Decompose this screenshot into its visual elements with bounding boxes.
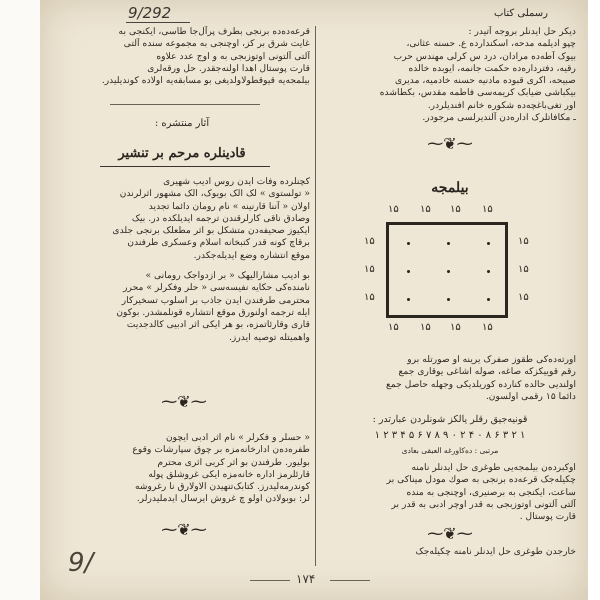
text-line: بیوک آطه‌ده مرادان، درد س کرلی مهندس حرب bbox=[393, 50, 576, 62]
text-line: ایکیوز صحیفه‌دن متشکل بو اثر مطعلک برنجی جلدی bbox=[112, 225, 310, 237]
previous-answer-note: مرتبی : ده‌کاورغه العبقی بعادی bbox=[401, 446, 499, 455]
ornament-divider-left-1: ⁓❦⁓ bbox=[161, 392, 207, 411]
grid-sum-right: ۱۵ bbox=[518, 292, 529, 303]
footer-rule-left bbox=[250, 580, 290, 581]
text-line: « تولستوی » لک الک بویوک، الک مشهور اثرلرندن bbox=[119, 188, 310, 200]
grid-sum-bottom: ۱۵ bbox=[482, 322, 493, 333]
article-title-rule bbox=[100, 166, 270, 167]
text-line: قارئلرمز اداره خانه‌مزه ایکی غروشلق پوله bbox=[148, 468, 310, 480]
text-line: بیلمجه‌یه‌ قیوقطولاولدیغی بو مسابقه‌یه‌‌ اولاده کوندیلیدر. bbox=[101, 75, 310, 87]
running-title: رسملی کتاب bbox=[493, 8, 548, 19]
ornament-divider-left-2: ⁓❦⁓ bbox=[161, 520, 207, 539]
text-line: غایت شرق بر کز، اوچنجی به مجموعه سنده آلتی bbox=[123, 38, 310, 50]
text-line: آلتی آلتونی اوتوزبجی به قدر اوچر ادبی به قدر بر bbox=[391, 498, 576, 510]
grid-sum-top: ۱۵ bbox=[420, 204, 431, 215]
text-line: واهمیتله توصیه ایدرز. bbox=[228, 331, 310, 343]
text-line: ساعت، ایکنجی به برصنیری، اوچنجی به منده bbox=[406, 486, 576, 498]
grid-cell-dot bbox=[407, 298, 410, 301]
text-line: « حسلر و فکرلر » نام اثر ادبی ایچون bbox=[165, 432, 310, 443]
text-line: بو ادیب مشارالیهک « بر ازدواجک رومانی » bbox=[145, 270, 310, 282]
text-line: قارت پوستال اهدا اولنه‌جقدر. حل ورقه‌لری bbox=[147, 62, 310, 74]
puzzle-instructions bbox=[324, 354, 576, 403]
text-line: دائما ۱۵ رقمی اولسون. bbox=[485, 390, 576, 402]
text-line: صبیحه، اکری قبوده مادنیه حسنه خادمیه، مدیری bbox=[394, 75, 576, 87]
article-body bbox=[54, 176, 310, 344]
magazine-page bbox=[40, 0, 588, 600]
grid-sum-left: ۱۵ bbox=[364, 236, 375, 247]
text-line: رقم قوییکزکه صاغه، صوله اشاغی یوقاری جمع bbox=[398, 366, 576, 378]
text-line: اولندیی حالده کنارده کوریلدیکی وجهله حاصل جمع bbox=[385, 378, 576, 390]
grid-sum-top: ۱۵ bbox=[482, 204, 493, 215]
section-divider-line bbox=[110, 104, 260, 105]
left-top-paragraph bbox=[54, 26, 310, 88]
text-line: چپو ادیلمه مدحه، اسکندارده ع. حسنه عثانی، bbox=[406, 38, 576, 50]
text-line: کوندرمه‌لیدرز. کتابک‌تنهیدن الاولارق نا رغروشه bbox=[134, 481, 310, 493]
grid-sum-right: ۱۵ bbox=[518, 236, 529, 247]
section-heading: آثار منتشره : bbox=[154, 118, 210, 129]
grid-sum-bottom: ۱۵ bbox=[388, 322, 399, 333]
article-title: قادینلره مرحم بر تنشیر bbox=[118, 146, 246, 161]
text-line: بولیور. طرفندن بو اثر کربی اثری محترم bbox=[157, 456, 310, 468]
grid-cell-dot bbox=[407, 242, 410, 245]
grid-sum-right: ۱۵ bbox=[518, 264, 529, 275]
ornament-divider-right-2: ⁓❦⁓ bbox=[427, 524, 473, 543]
text-line: موقع انتشاره وضع ایدیله‌جکدر. bbox=[193, 249, 310, 261]
book-notice bbox=[54, 432, 310, 506]
text-line: اوکبرده‌ن بیلمجه‌یی طوغری حل ایدنلر نامنه bbox=[411, 462, 576, 473]
text-line: کچنلرده وفات ایدن روس ادیب شهیری bbox=[163, 176, 310, 187]
text-line: دیکر حل ایدنلر بروجه آتیدر : bbox=[468, 26, 576, 37]
left-column bbox=[54, 26, 310, 88]
grid-sum-left: ۱۵ bbox=[364, 264, 375, 275]
grid-sum-left: ۱۵ bbox=[364, 292, 375, 303]
right-top-paragraph bbox=[324, 26, 576, 124]
catalog-number-underline bbox=[126, 22, 190, 23]
text-line: چکیله‌جک قرعه‌ده برنجی به صوك مودل میناکی بر bbox=[386, 474, 576, 486]
puzzle-figure bbox=[310, 200, 586, 340]
text-line: اور تغی‌باغچه‌ده شکوره خانم افندیلردر. bbox=[427, 99, 576, 111]
final-line: خارجدن طوغری حل ایدنلر نامنه چکیله‌جک bbox=[415, 546, 576, 557]
handwritten-margin-mark: 9/ bbox=[68, 548, 94, 578]
text-line bbox=[54, 262, 310, 270]
handwritten-catalog-number: 9/292 bbox=[128, 4, 172, 22]
text-line: قاری وقارئاتمزه، بو هر ایکی اثر ادبیی کالدجدیت bbox=[126, 319, 310, 331]
text-line: برقاچ کونه قدر کتبخانه اسلام وعسکری طرفندن bbox=[127, 237, 310, 249]
grid-sum-top: ۱۵ bbox=[388, 204, 399, 215]
previous-answer-digits: ۱ ۲ ۳ ۴ ۵ ۶ ۷ ۸ ۹ ۰ ۲ ۴ ۰ ۸ ۶ ۳ ۲ ۱ bbox=[374, 430, 526, 441]
text-line: لر: بوبولادن اولو چ غروش ایرسال ایدملیدرلر. bbox=[136, 493, 310, 505]
text-line: وصادق ناقی کارلرقندن ترجمه ایدیلکده در. بیک bbox=[131, 212, 310, 224]
prize-rules bbox=[324, 462, 576, 523]
grid-cell-dot bbox=[447, 242, 450, 245]
grid-sum-top: ۱۵ bbox=[450, 204, 461, 215]
grid-cell-dot bbox=[407, 270, 410, 273]
grid-cell-dot bbox=[487, 270, 490, 273]
text-line: ـ مکافاتلرک اداره‌دن آلندیرلسی مرجودر. bbox=[422, 112, 576, 124]
previous-answer-label: قونیه‌جیق رقلر یالکز شونلردن عبارتدر : bbox=[372, 414, 528, 425]
puzzle-heading: بیلمجه bbox=[431, 180, 469, 196]
grid-sum-bottom: ۱۵ bbox=[420, 322, 431, 333]
page-number: ۱۷۴ bbox=[296, 572, 316, 586]
text-line: محترمی طرفندن ایدن جاذب بر اسلوب تسخیرکار bbox=[121, 294, 310, 306]
grid-cell-dot bbox=[447, 270, 450, 273]
text-line: اولان « آننا قارنینه » نام رومان دائما تجدید bbox=[148, 200, 310, 212]
page-left-margin bbox=[0, 0, 40, 600]
grid-cell-dot bbox=[487, 242, 490, 245]
text-line: نامنده‌کی حکایه نفیسه‌سی « حلر وفکرلر » محرر bbox=[123, 282, 310, 294]
text-line: بیکباشی‌ ضیابک کریمه‌سی فاطمه مقدس، بکطاشده bbox=[379, 87, 576, 99]
footer-rule-right bbox=[330, 580, 370, 581]
text-line: رقیه، دفترداره‌ده‌ حکمت جانمه، ایوبده خالده bbox=[408, 62, 576, 74]
grid-sum-bottom: ۱۵ bbox=[450, 322, 461, 333]
text-line: قرعه‌ده‌ده برنجی بطرف پرآل‌جا طاسی، ایکنجی به bbox=[118, 26, 310, 37]
text-line: طفره‌ده‌ن ادارخانه‌مزه بر چوق سپارشات وقوع bbox=[132, 444, 310, 456]
grid-cell-dot bbox=[487, 298, 490, 301]
text-line: آلتی آلتونی اوتوزبجی به و اوج عدد علاوه bbox=[156, 50, 310, 62]
grid-cell-dot bbox=[447, 298, 450, 301]
ornament-divider-right-1: ⁓❦⁓ bbox=[427, 134, 473, 153]
text-line: ایله ترجمه اولنورق موقع انتشاره قونلمشدر. بوکون bbox=[116, 306, 310, 318]
text-line: قارت پوستال . bbox=[519, 511, 576, 523]
text-line: اورته‌ده‌کی طقوز صفرک یرینه او صورتله برو bbox=[407, 354, 576, 365]
